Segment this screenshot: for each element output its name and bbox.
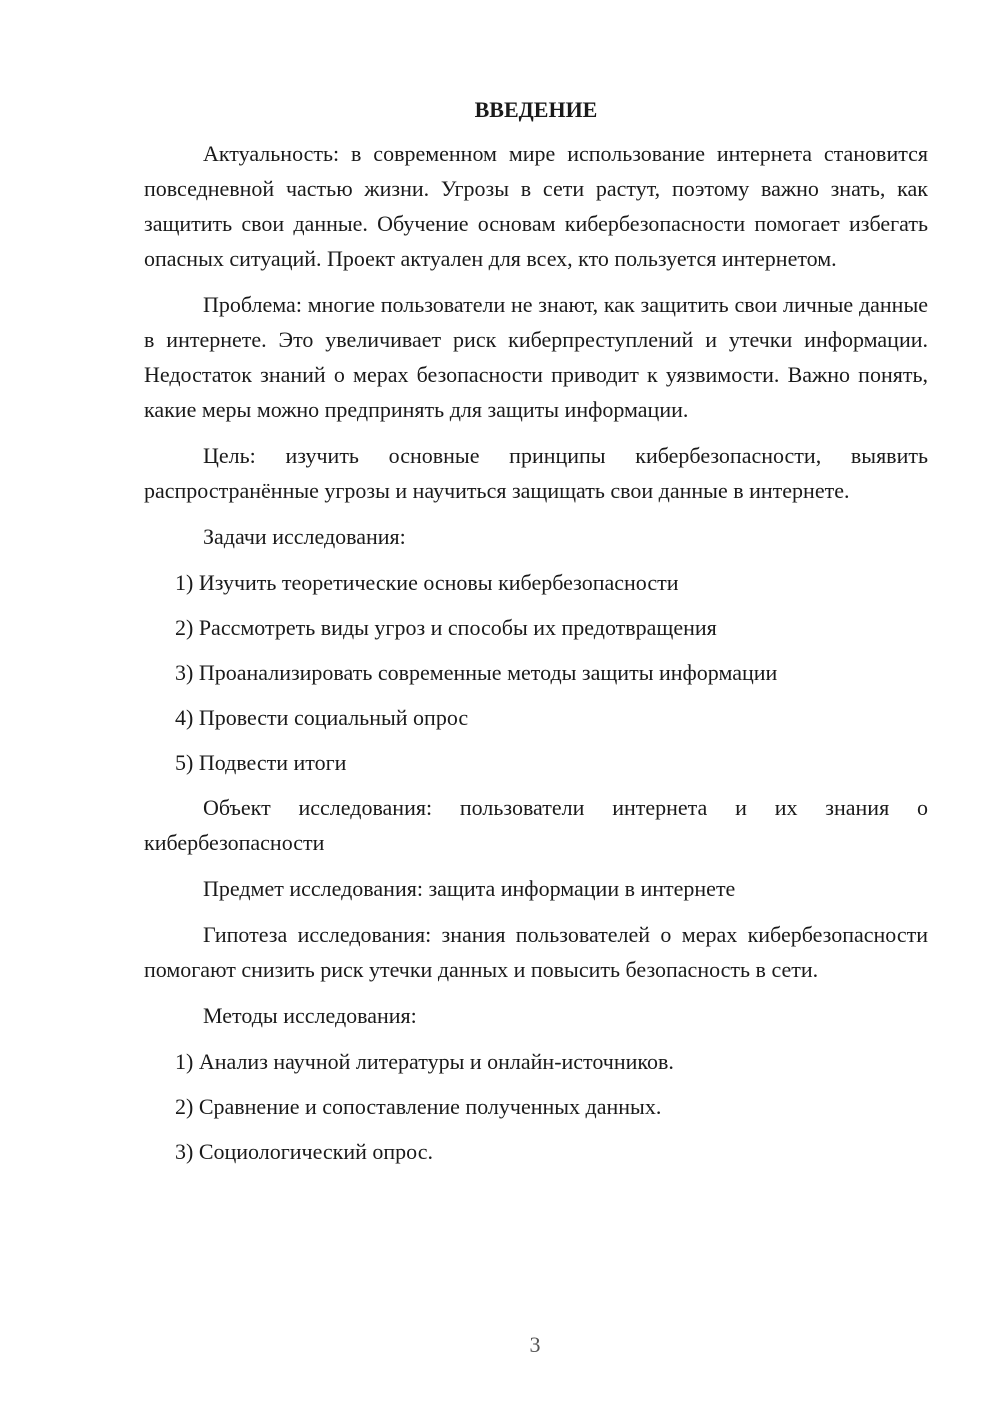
section-title: ВВЕДЕНИЕ bbox=[474, 97, 598, 122]
problem-paragraph: Проблема: многие пользователи не знают, как защитить свои личные данные в интернете. Это увеличивает риск киберпреступлений и утечки информации. Недостаток знаний о мерах безопасности приводит к уязвимости. Важно понять, какие меры можно предпринять для защиты информации. bbox=[144, 292, 928, 422]
list-item: 3) Проанализировать современные методы защиты информации bbox=[175, 660, 778, 685]
list-item: 4) Провести социальный опрос bbox=[175, 705, 469, 730]
document-page bbox=[144, 88, 928, 1179]
list-item: 2) Рассмотреть виды угроз и способы их предотвращения bbox=[175, 615, 717, 640]
hypothesis-paragraph: Гипотеза исследования: знания пользователей о мерах кибербезопасности помогают снизить риск утечки данных и повысить безопасность в сети. bbox=[144, 922, 928, 982]
subject-paragraph: Предмет исследования: защита информации в интернете bbox=[203, 876, 736, 901]
object-paragraph: Объект исследования: пользователи интернета и их знания о кибербезопасности bbox=[144, 795, 928, 855]
methods-heading: Методы исследования: bbox=[203, 1003, 417, 1028]
tasks-list bbox=[144, 565, 928, 780]
list-item: 1) Анализ научной литературы и онлайн-источников. bbox=[175, 1049, 674, 1074]
list-item: 2) Сравнение и сопоставление полученных данных. bbox=[175, 1094, 662, 1119]
goal-paragraph: Цель: изучить основные принципы кибербезопасности, выявить распространённые угрозы и научиться защищать свои данные в интернете. bbox=[144, 443, 928, 503]
list-item: 1) Изучить теоретические основы кибербезопасности bbox=[175, 570, 679, 595]
page-number: 3 bbox=[529, 1332, 541, 1357]
methods-list bbox=[144, 1044, 928, 1169]
list-item: 3) Социологический опрос. bbox=[175, 1139, 433, 1164]
relevance-paragraph: Актуальность: в современном мире использование интернета становится повседневной частью жизни. Угрозы в сети растут, поэтому важно знать, как защитить свои данные. Обучение основам кибербезопасности помогает избегать опасных ситуаций. Проект актуален для всех, кто пользуется интернетом. bbox=[144, 141, 928, 271]
list-item: 5) Подвести итоги bbox=[175, 750, 347, 775]
tasks-heading: Задачи исследования: bbox=[203, 524, 406, 549]
